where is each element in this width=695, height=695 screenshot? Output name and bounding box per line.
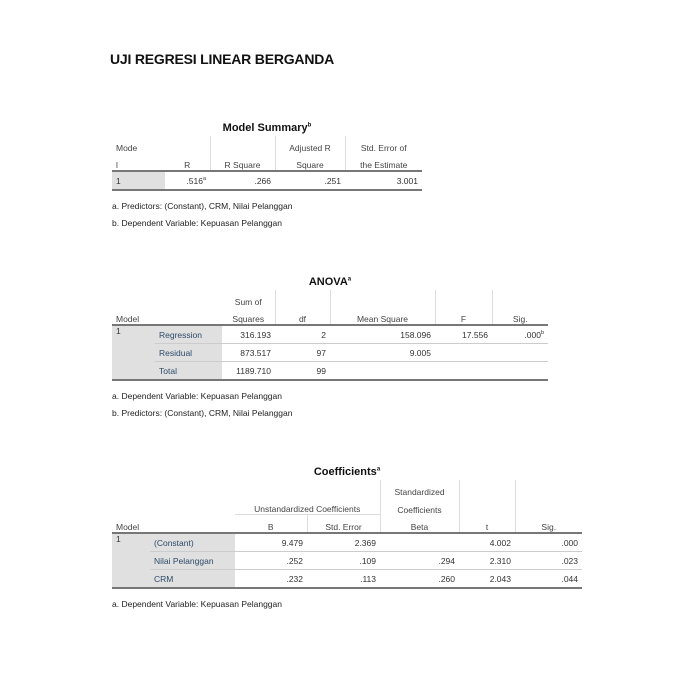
cell-sig [492, 362, 548, 381]
cell-sum: 1189.710 [222, 362, 275, 381]
cell-beta [380, 533, 459, 552]
cell-mean-square: 158.096 [330, 325, 435, 344]
header-df: df [275, 307, 330, 325]
header-std-error: Std. Error [307, 515, 380, 534]
table-row [112, 171, 422, 190]
cell-r: .516$^a$ [165, 171, 210, 190]
cell-sum: 873.517 [222, 344, 275, 362]
anova-title: ANOVA$^a$ [308, 276, 352, 288]
table-row [112, 552, 582, 570]
header-beta: Beta [380, 515, 459, 534]
coefficients-title: Coefficients$^a$ [313, 466, 381, 478]
cell-mean-square: 9.005 [330, 344, 435, 362]
header-model: Model [112, 307, 155, 325]
row-label: (Constant) [150, 533, 235, 552]
cell-t: 2.310 [459, 552, 515, 570]
cell-sum: 316.193 [222, 325, 275, 344]
footnote: b. Dependent Variable: Kepuasan Pelanggan [112, 218, 282, 228]
header-std-error-cont: the Estimate [345, 153, 422, 171]
document-title: UJI REGRESI LINEAR BERGANDA [110, 51, 335, 67]
header-sig: Sig. [515, 515, 582, 534]
header-sum-cont: Squares [222, 307, 275, 325]
row-label: Total [155, 362, 222, 381]
header-f: F [435, 307, 492, 325]
cell-std-error: .113 [307, 570, 380, 589]
footnote: a. Dependent Variable: Kepuasan Pelanggan [112, 391, 282, 401]
cell-model: 1 [112, 171, 165, 190]
cell-df: 99 [275, 362, 330, 381]
row-label: Residual [155, 344, 222, 362]
header-sum: Sum of [234, 297, 262, 307]
footnotes [112, 596, 582, 613]
header-model-cont: l [112, 153, 165, 171]
footnote: a. Predictors: (Constant), CRM, Nilai Pelanggan [112, 201, 293, 211]
cell-b: .232 [235, 570, 307, 589]
cell-std-error: .109 [307, 552, 380, 570]
header-standardized-cont: Coefficients [380, 497, 459, 515]
footnotes [112, 198, 422, 232]
coefficients-block [112, 466, 582, 613]
cell-r-square: .266 [210, 171, 275, 190]
cell-t: 4.002 [459, 533, 515, 552]
cell-sig: .000 [515, 533, 582, 552]
header-r: R [165, 153, 210, 171]
header-b: B [235, 515, 307, 534]
table-row [112, 362, 548, 381]
cell-std-error: 2.369 [307, 533, 380, 552]
cell-b: .252 [235, 552, 307, 570]
cell-beta: .260 [380, 570, 459, 589]
header-model: Mode [116, 143, 138, 153]
header-standardized: Standardized [380, 480, 459, 497]
table-row [112, 570, 582, 589]
cell-sig: .000$^b$ [492, 325, 548, 344]
cell-beta: .294 [380, 552, 459, 570]
cell-model: 1 [112, 325, 155, 380]
cell-sig: .023 [515, 552, 582, 570]
cell-f [435, 344, 492, 362]
cell-model: 1 [112, 533, 150, 588]
cell-df: 2 [275, 325, 330, 344]
row-label: Regression [155, 325, 222, 344]
header-model: Model [112, 515, 150, 534]
header-t: t [459, 515, 515, 534]
cell-sig [492, 344, 548, 362]
coefficients-table [112, 480, 582, 589]
header-unstandardized: Unstandardized Coefficients [254, 504, 361, 514]
model-summary-block [112, 122, 422, 232]
cell-f [435, 362, 492, 381]
model-summary-title: Model Summary$^b$ [222, 122, 312, 134]
row-label: Nilai Pelanggan [150, 552, 235, 570]
header-adjusted-r-cont: Square [275, 153, 345, 171]
cell-adjusted-r: .251 [275, 171, 345, 190]
header-adjusted-r: Adjusted R [275, 136, 345, 153]
header-mean-square: Mean Square [330, 307, 435, 325]
anova-table [112, 290, 548, 381]
table-row [112, 533, 582, 552]
cell-t: 2.043 [459, 570, 515, 589]
footnote: b. Predictors: (Constant), CRM, Nilai Pelanggan [112, 408, 293, 418]
header-std-error: Std. Error of [345, 136, 422, 153]
row-label: CRM [150, 570, 235, 589]
cell-df: 97 [275, 344, 330, 362]
anova-block [112, 276, 548, 422]
cell-std-error: 3.001 [345, 171, 422, 190]
header-r-square: R Square [210, 153, 275, 171]
header-sig: Sig. [492, 307, 548, 325]
cell-b: 9.479 [235, 533, 307, 552]
cell-f: 17.556 [435, 325, 492, 344]
table-row [112, 325, 548, 344]
table-row [112, 344, 548, 362]
cell-sig: .044 [515, 570, 582, 589]
footnotes [112, 388, 548, 422]
model-summary-table [112, 136, 422, 191]
footnote: a. Dependent Variable: Kepuasan Pelanggan [112, 599, 282, 609]
cell-mean-square [330, 362, 435, 381]
